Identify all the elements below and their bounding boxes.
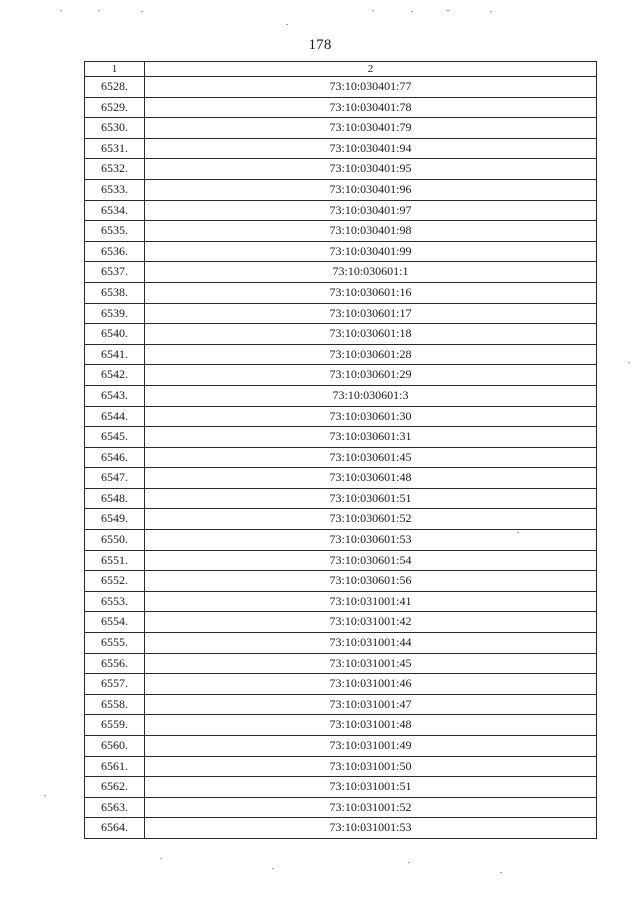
row-number: 6540. [85,324,145,345]
row-number: 6532. [85,159,145,180]
table-row [85,159,597,180]
cadastral-number: 73:10:030601:54 [145,550,597,571]
row-number: 6563. [85,797,145,818]
row-number: 6547. [85,468,145,489]
table-row [85,221,597,242]
cadastral-number: 73:10:031001:41 [145,591,597,612]
cadastral-number: 73:10:030401:94 [145,138,597,159]
cadastral-number: 73:10:031001:47 [145,694,597,715]
table-row [85,818,597,839]
row-number: 6562. [85,777,145,798]
table-row [85,344,597,365]
table-row [85,365,597,386]
table-row [85,653,597,674]
cadastral-number: 73:10:030401:95 [145,159,597,180]
table-row [85,241,597,262]
cadastral-number: 73:10:031001:52 [145,797,597,818]
cadastral-number: 73:10:030401:99 [145,241,597,262]
cadastral-number: 73:10:030601:48 [145,468,597,489]
row-number: 6533. [85,179,145,200]
table-row [85,118,597,139]
row-number: 6554. [85,612,145,633]
table-row [85,736,597,757]
table-row [85,447,597,468]
cadastral-number: 73:10:030401:96 [145,179,597,200]
cadastral-number: 73:10:030601:56 [145,571,597,592]
table-row [85,406,597,427]
row-number: 6534. [85,200,145,221]
row-number: 6542. [85,365,145,386]
table-row [85,633,597,654]
table-row [85,138,597,159]
cadastral-number: 73:10:030601:31 [145,427,597,448]
table-row [85,97,597,118]
row-number: 6560. [85,736,145,757]
row-number: 6551. [85,550,145,571]
row-number: 6544. [85,406,145,427]
table-row [85,179,597,200]
table-row [85,468,597,489]
table-row [85,777,597,798]
row-number: 6552. [85,571,145,592]
row-number: 6546. [85,447,145,468]
row-number: 6528. [85,77,145,98]
table-row [85,530,597,551]
table-row [85,200,597,221]
cadastral-number: 73:10:031001:42 [145,612,597,633]
table-row [85,262,597,283]
table-body [85,77,597,839]
table-header [85,62,597,77]
row-number: 6553. [85,591,145,612]
cadastral-number: 73:10:030401:77 [145,77,597,98]
table-row [85,591,597,612]
page-number: 178 [308,37,332,53]
cadastral-number: 73:10:030601:29 [145,365,597,386]
row-number: 6557. [85,674,145,695]
table-row [85,571,597,592]
table-row [85,385,597,406]
cadastral-number: 73:10:030401:78 [145,97,597,118]
cadastral-number: 73:10:030601:16 [145,282,597,303]
row-number: 6561. [85,756,145,777]
cadastral-number: 73:10:031001:45 [145,653,597,674]
row-number: 6550. [85,530,145,551]
cadastral-number: 73:10:030601:52 [145,509,597,530]
cadastral-number: 73:10:031001:46 [145,674,597,695]
table-row [85,694,597,715]
column-header-2: 2 [145,62,597,77]
row-number: 6538. [85,282,145,303]
cadastral-number: 73:10:030601:30 [145,406,597,427]
table-row [85,427,597,448]
row-number: 6531. [85,138,145,159]
row-number: 6539. [85,303,145,324]
cadastral-number: 73:10:030401:97 [145,200,597,221]
cadastral-number: 73:10:030601:51 [145,488,597,509]
row-number: 6530. [85,118,145,139]
row-number: 6548. [85,488,145,509]
cadastral-number: 73:10:031001:51 [145,777,597,798]
cadastral-number: 73:10:030401:98 [145,221,597,242]
row-number: 6529. [85,97,145,118]
table-row [85,674,597,695]
row-number: 6559. [85,715,145,736]
table-row [85,303,597,324]
cadastral-number: 73:10:031001:49 [145,736,597,757]
row-number: 6537. [85,262,145,283]
row-number: 6555. [85,633,145,654]
cadastral-number: 73:10:031001:53 [145,818,597,839]
row-number: 6556. [85,653,145,674]
row-number: 6545. [85,427,145,448]
row-number: 6536. [85,241,145,262]
table-row [85,282,597,303]
row-number: 6541. [85,344,145,365]
cadastral-number: 73:10:030601:45 [145,447,597,468]
table-row [85,797,597,818]
column-header-1: 1 [85,62,145,77]
cadastral-number: 73:10:030601:18 [145,324,597,345]
cadastral-number: 73:10:030601:17 [145,303,597,324]
cadastral-number: 73:10:031001:48 [145,715,597,736]
header-row [85,62,597,77]
table-row [85,550,597,571]
cadastral-number: 73:10:030601:53 [145,530,597,551]
cadastral-number: 73:10:030601:28 [145,344,597,365]
row-number: 6535. [85,221,145,242]
table-row [85,756,597,777]
table-row [85,324,597,345]
cadastral-number: 73:10:031001:50 [145,756,597,777]
cadastral-number: 73:10:030401:79 [145,118,597,139]
row-number: 6543. [85,385,145,406]
cadastral-number: 73:10:030601:3 [145,385,597,406]
cadastral-number: 73:10:031001:44 [145,633,597,654]
table-row [85,509,597,530]
row-number: 6564. [85,818,145,839]
table-row [85,612,597,633]
row-number: 6558. [85,694,145,715]
table-row [85,715,597,736]
table-row [85,77,597,98]
row-number: 6549. [85,509,145,530]
cadastral-number: 73:10:030601:1 [145,262,597,283]
table-row [85,488,597,509]
cadastral-table [84,61,597,839]
